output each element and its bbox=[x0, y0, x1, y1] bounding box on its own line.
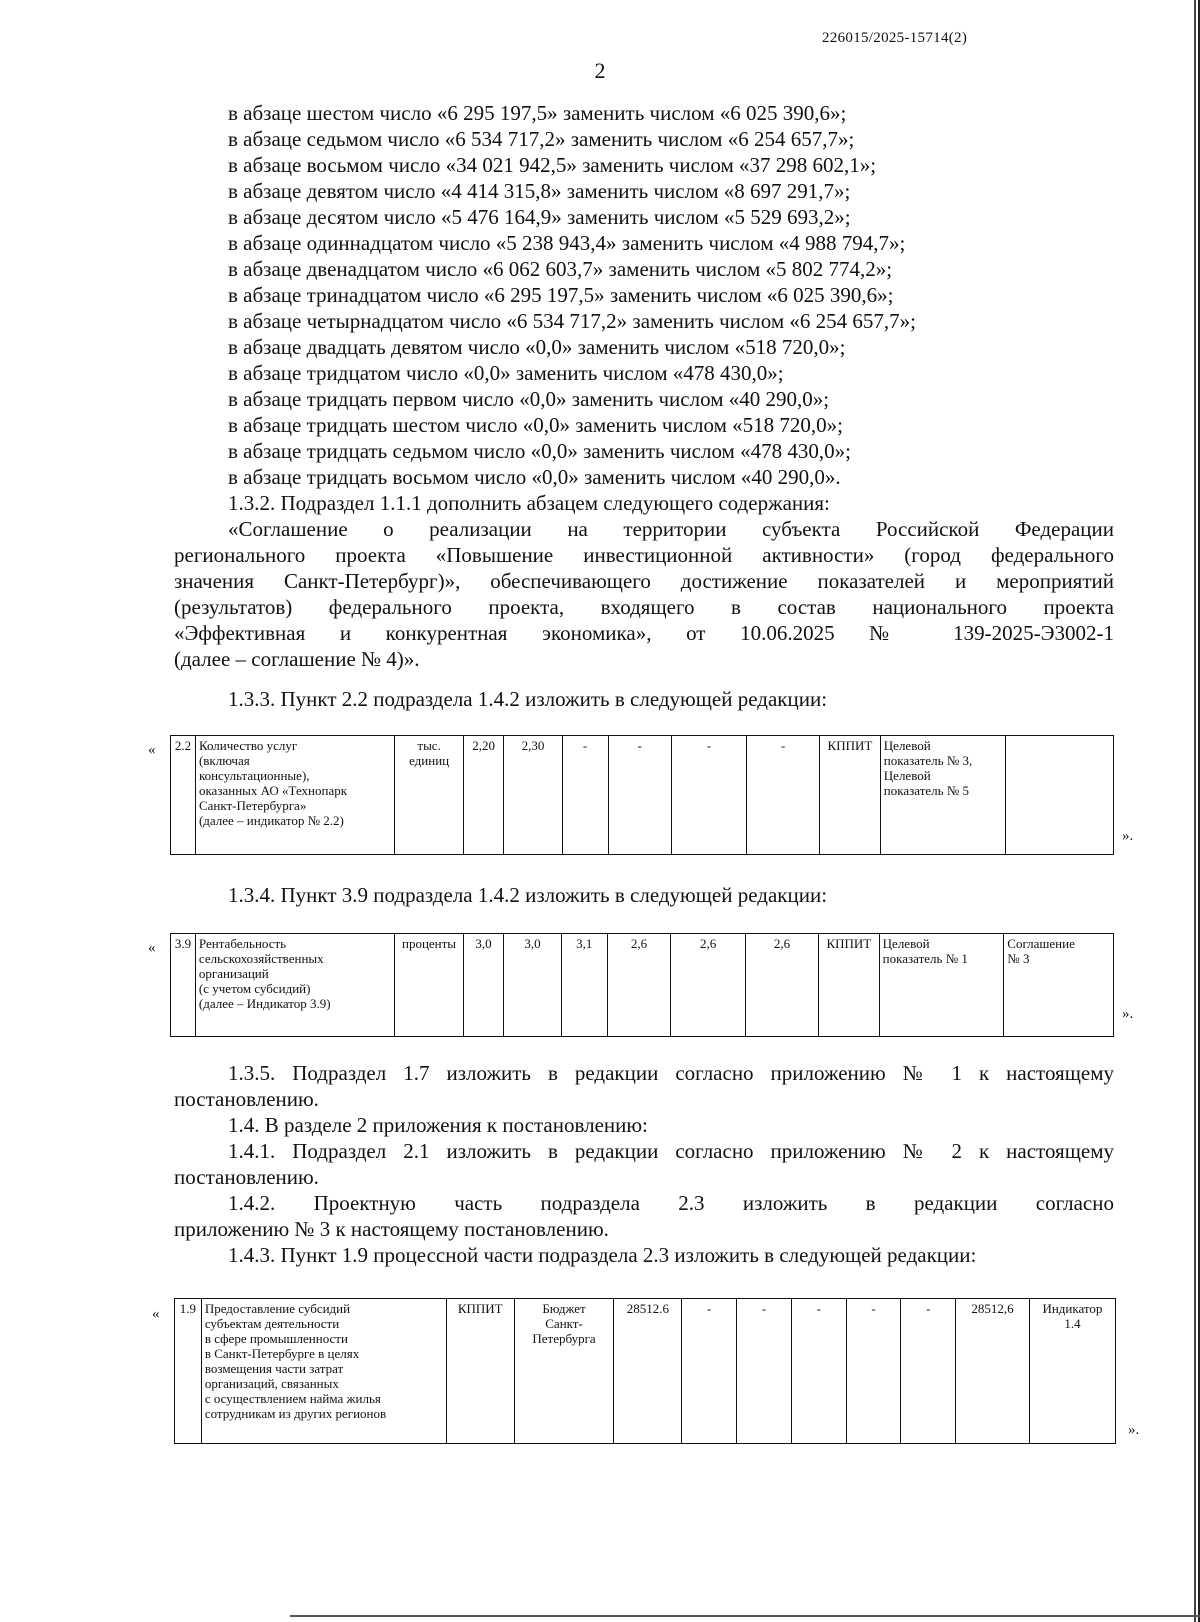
value-cell: - bbox=[737, 1299, 792, 1444]
value-cell: - bbox=[791, 1299, 846, 1444]
value-cell: 3,1 bbox=[561, 934, 607, 1037]
responsible-org: КППИТ bbox=[820, 736, 881, 855]
value-cell: - bbox=[846, 1299, 901, 1444]
indicator-name: Рентабельность сельскохозяйственных организаций (с учетом субсидий) (далее – Индикатор 3.9) bbox=[195, 934, 394, 1037]
item-1-3-5-line-1: 1.3.5. Подраздел 1.7 изложить в редакции согласно приложению № 1 к настоящему bbox=[228, 1061, 1114, 1085]
value-cell: - bbox=[562, 736, 608, 855]
amend-line: в абзаце тридцать восьмом число «0,0» заменить числом «40 290,0». bbox=[228, 465, 841, 489]
agreement-ref: Соглашение № 3 bbox=[1004, 934, 1114, 1037]
amend-line: в абзаце тридцать первом число «0,0» заменить числом «40 290,0»; bbox=[228, 387, 830, 411]
item-1-4-1-line-2: постановлению. bbox=[174, 1165, 319, 1189]
amend-line: в абзаце тринадцатом число «6 295 197,5» заменить числом «6 025 390,6»; bbox=[228, 283, 894, 307]
indicator-name: Количество услуг (включая консультационные), оказанных АО «Технопарк Санкт-Петербурга» (далее – индикатор № 2.2) bbox=[195, 736, 395, 855]
amend-line: в абзаце девятом число «4 414 315,8» заменить числом «8 697 291,7»; bbox=[228, 179, 851, 203]
amend-line: в абзаце одиннадцатом число «5 238 943,4» заменить числом «4 988 794,7»; bbox=[228, 231, 906, 255]
amend-line: в абзаце двадцать девятом число «0,0» заменить числом «518 720,0»; bbox=[228, 335, 846, 359]
unit: проценты bbox=[395, 934, 464, 1037]
value-cell: 2,6 bbox=[607, 934, 670, 1037]
amend-line: в абзаце десятом число «5 476 164,9» заменить числом «5 529 693,2»; bbox=[228, 205, 851, 229]
page-number: 2 bbox=[594, 58, 606, 83]
sum-cell: 28512,6 bbox=[956, 1299, 1030, 1444]
scan-edge-right bbox=[1194, 0, 1200, 1622]
indicator-ref: Индикатор 1.4 bbox=[1029, 1299, 1115, 1444]
value-cell: 2,6 bbox=[746, 934, 819, 1037]
amend-line: в абзаце тридцатом число «0,0» заменить числом «478 430,0»; bbox=[228, 361, 784, 385]
amend-line: в абзаце шестом число «6 295 197,5» заменить числом «6 025 390,6»; bbox=[228, 101, 847, 125]
value-cell: 2,6 bbox=[671, 934, 746, 1037]
agreement-line-3: значения Санкт-Петербург)», обеспечивающего достижение показателей и мероприятий bbox=[174, 569, 1114, 593]
amend-line: в абзаце тридцать шестом число «0,0» заменить числом «518 720,0»; bbox=[228, 413, 843, 437]
indicator-table-2-2 bbox=[170, 735, 1114, 855]
agreement-line-5: «Эффективная и конкурентная экономика», от 10.06.2025 № 139-2025-Э3002-1 bbox=[174, 621, 1114, 645]
quote-open: « bbox=[148, 742, 156, 758]
amend-line: в абзаце седьмом число «6 534 717,2» заменить числом «6 254 657,7»; bbox=[228, 127, 855, 151]
item-1-3-3: 1.3.3. Пункт 2.2 подраздела 1.4.2 изложить в следующей редакции: bbox=[228, 687, 828, 711]
responsible-org: КППИТ bbox=[446, 1299, 514, 1444]
agreement-line-6: (далее – соглашение № 4)». bbox=[174, 647, 420, 671]
value-cell: 2,30 bbox=[504, 736, 562, 855]
item-1-4-1-line-1: 1.4.1. Подраздел 2.1 изложить в редакции согласно приложению № 2 к настоящему bbox=[228, 1139, 1114, 1163]
agreement-line-2: регионального проекта «Повышение инвестиционной активности» (город федерального bbox=[174, 543, 1114, 567]
amend-line: в абзаце тридцать седьмом число «0,0» заменить числом «478 430,0»; bbox=[228, 439, 851, 463]
row-number: 1.9 bbox=[175, 1299, 202, 1444]
item-1-4: 1.4. В разделе 2 приложения к постановлению: bbox=[228, 1113, 648, 1137]
item-1-3-5-line-2: постановлению. bbox=[174, 1087, 319, 1111]
funding-source: Бюджет Санкт- Петербурга bbox=[514, 1299, 614, 1444]
responsible-org: КППИТ bbox=[819, 934, 880, 1037]
amend-line: в абзаце двенадцатом число «6 062 603,7» заменить числом «5 802 774,2»; bbox=[228, 257, 893, 281]
value-cell: - bbox=[671, 736, 746, 855]
event-name: Предоставление субсидий субъектам деятельности в сфере промышленности в Санкт-Петербурге в целях возмещения части затрат организаций, связанных с осуществлением найма жилья сотрудникам из других регионов bbox=[201, 1299, 446, 1444]
value-cell: - bbox=[608, 736, 671, 855]
unit: тыс. единиц bbox=[395, 736, 463, 855]
agreement-ref bbox=[1005, 736, 1113, 855]
item-1-3-4: 1.3.4. Пункт 3.9 подраздела 1.4.2 изложить в следующей редакции: bbox=[228, 883, 828, 907]
target-indicator: Целевой показатель № 1 bbox=[879, 934, 1004, 1037]
quote-close: ». bbox=[1122, 828, 1134, 844]
event-table-1-9 bbox=[174, 1298, 1116, 1444]
value-cell: 3,0 bbox=[463, 934, 503, 1037]
item-1-4-2-line-1: 1.4.2. Проектную часть подраздела 2.3 изложить в редакции согласно bbox=[228, 1191, 1114, 1215]
amend-line: в абзаце восьмом число «34 021 942,5» заменить числом «37 298 602,1»; bbox=[228, 153, 877, 177]
value-cell: - bbox=[901, 1299, 956, 1444]
document-number: 226015/2025-15714(2) bbox=[822, 30, 968, 46]
value-cell: - bbox=[746, 736, 819, 855]
agreement-line-4: (результатов) федерального проекта, входящего в состав национального проекта bbox=[174, 595, 1114, 619]
amend-line: в абзаце четырнадцатом число «6 534 717,2» заменить числом «6 254 657,7»; bbox=[228, 309, 916, 333]
item-1-4-3: 1.4.3. Пункт 1.9 процессной части подраздела 2.3 изложить в следующей редакции: bbox=[228, 1243, 977, 1267]
item-1-3-2: 1.3.2. Подраздел 1.1.1 дополнить абзацем следующего содержания: bbox=[228, 491, 830, 515]
quote-close: ». bbox=[1128, 1422, 1140, 1438]
value-cell: - bbox=[682, 1299, 737, 1444]
value-cell: 2,20 bbox=[463, 736, 504, 855]
row-number: 3.9 bbox=[171, 934, 196, 1037]
item-1-4-2-line-2: приложению № 3 к настоящему постановлению. bbox=[174, 1217, 609, 1241]
target-indicator: Целевой показатель № 3, Целевой показатель № 5 bbox=[880, 736, 1005, 855]
quote-open: « bbox=[152, 1306, 160, 1322]
quote-open: « bbox=[148, 940, 156, 956]
scan-edge-bottom bbox=[290, 1615, 1200, 1617]
total-cell: 28512.6 bbox=[614, 1299, 682, 1444]
row-number: 2.2 bbox=[171, 736, 196, 855]
indicator-table-3-9 bbox=[170, 933, 1114, 1037]
quote-close: ». bbox=[1122, 1006, 1134, 1022]
agreement-line-1: «Соглашение о реализации на территории субъекта Российской Федерации bbox=[228, 517, 1114, 541]
value-cell: 3,0 bbox=[504, 934, 562, 1037]
